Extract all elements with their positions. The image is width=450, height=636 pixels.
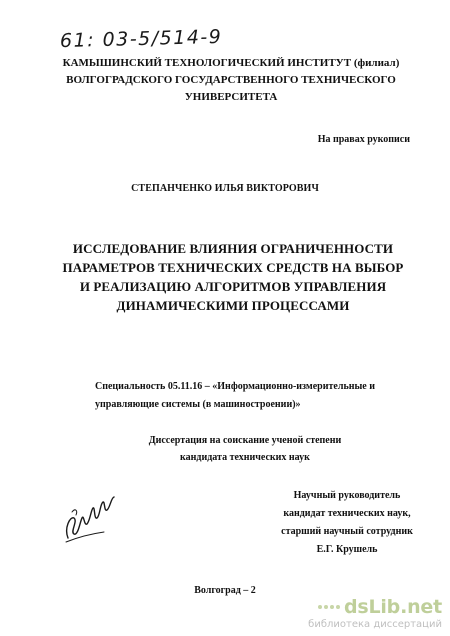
title-line-3: И РЕАЛИЗАЦИЮ АЛГОРИТМОВ УПРАВЛЕНИЯ <box>79 279 387 294</box>
watermark-dots-icon <box>318 605 340 609</box>
specialty-line-2: управляющие системы (в машиностроении)» <box>95 399 301 410</box>
dissertation-title <box>58 239 408 315</box>
supervisor-block <box>252 487 442 559</box>
supervisor-line-3: старший научный сотрудник <box>281 526 413 537</box>
degree-line-2: кандидата технических наук <box>180 452 310 463</box>
dslib-watermark <box>308 596 442 630</box>
specialty-block <box>95 378 395 414</box>
specialty-line-1: Специальность 05.11.16 – «Информационно-измерительные и <box>95 381 375 392</box>
supervisor-line-2: кандидат технических наук, <box>283 508 411 519</box>
institution-line-3: УНИВЕРСИТЕТА <box>184 91 278 103</box>
title-line-1: ИССЛЕДОВАНИЕ ВЛИЯНИЯ ОГРАНИЧЕННОСТИ <box>72 241 394 256</box>
institution-header <box>40 55 422 106</box>
title-line-2: ПАРАМЕТРОВ ТЕХНИЧЕСКИХ СРЕДСТВ НА ВЫБОР <box>62 260 404 275</box>
institution-line-2: ВОЛГОГРАДСКОГО ГОСУДАРСТВЕННОГО ТЕХНИЧЕСКОГО <box>66 74 396 86</box>
degree-line-1: Диссертация на соискание ученой степени <box>148 435 342 446</box>
manuscript-note: На правах рукописи <box>317 134 410 145</box>
watermark-logo: dsLib.net <box>343 596 442 618</box>
title-line-4: ДИНАМИЧЕСКИМИ ПРОЦЕССАМИ <box>116 298 350 313</box>
author-name: СТЕПАНЧЕНКО ИЛЬЯ ВИКТОРОВИЧ <box>131 183 319 194</box>
supervisor-line-4: Е.Г. Крушель <box>316 544 378 555</box>
city-year: Волгоград – 2 <box>194 585 256 596</box>
catalog-number-handwritten: 61: 03-5/514-9 <box>59 25 223 53</box>
institution-line-1: КАМЫШИНСКИЙ ТЕХНОЛОГИЧЕСКИЙ ИНСТИТУТ (филиал) <box>62 57 400 69</box>
supervisor-line-1: Научный руководитель <box>293 490 401 501</box>
watermark-subtitle: библиотека диссертаций <box>308 619 442 630</box>
degree-block <box>95 432 395 466</box>
author-signature <box>60 488 122 551</box>
